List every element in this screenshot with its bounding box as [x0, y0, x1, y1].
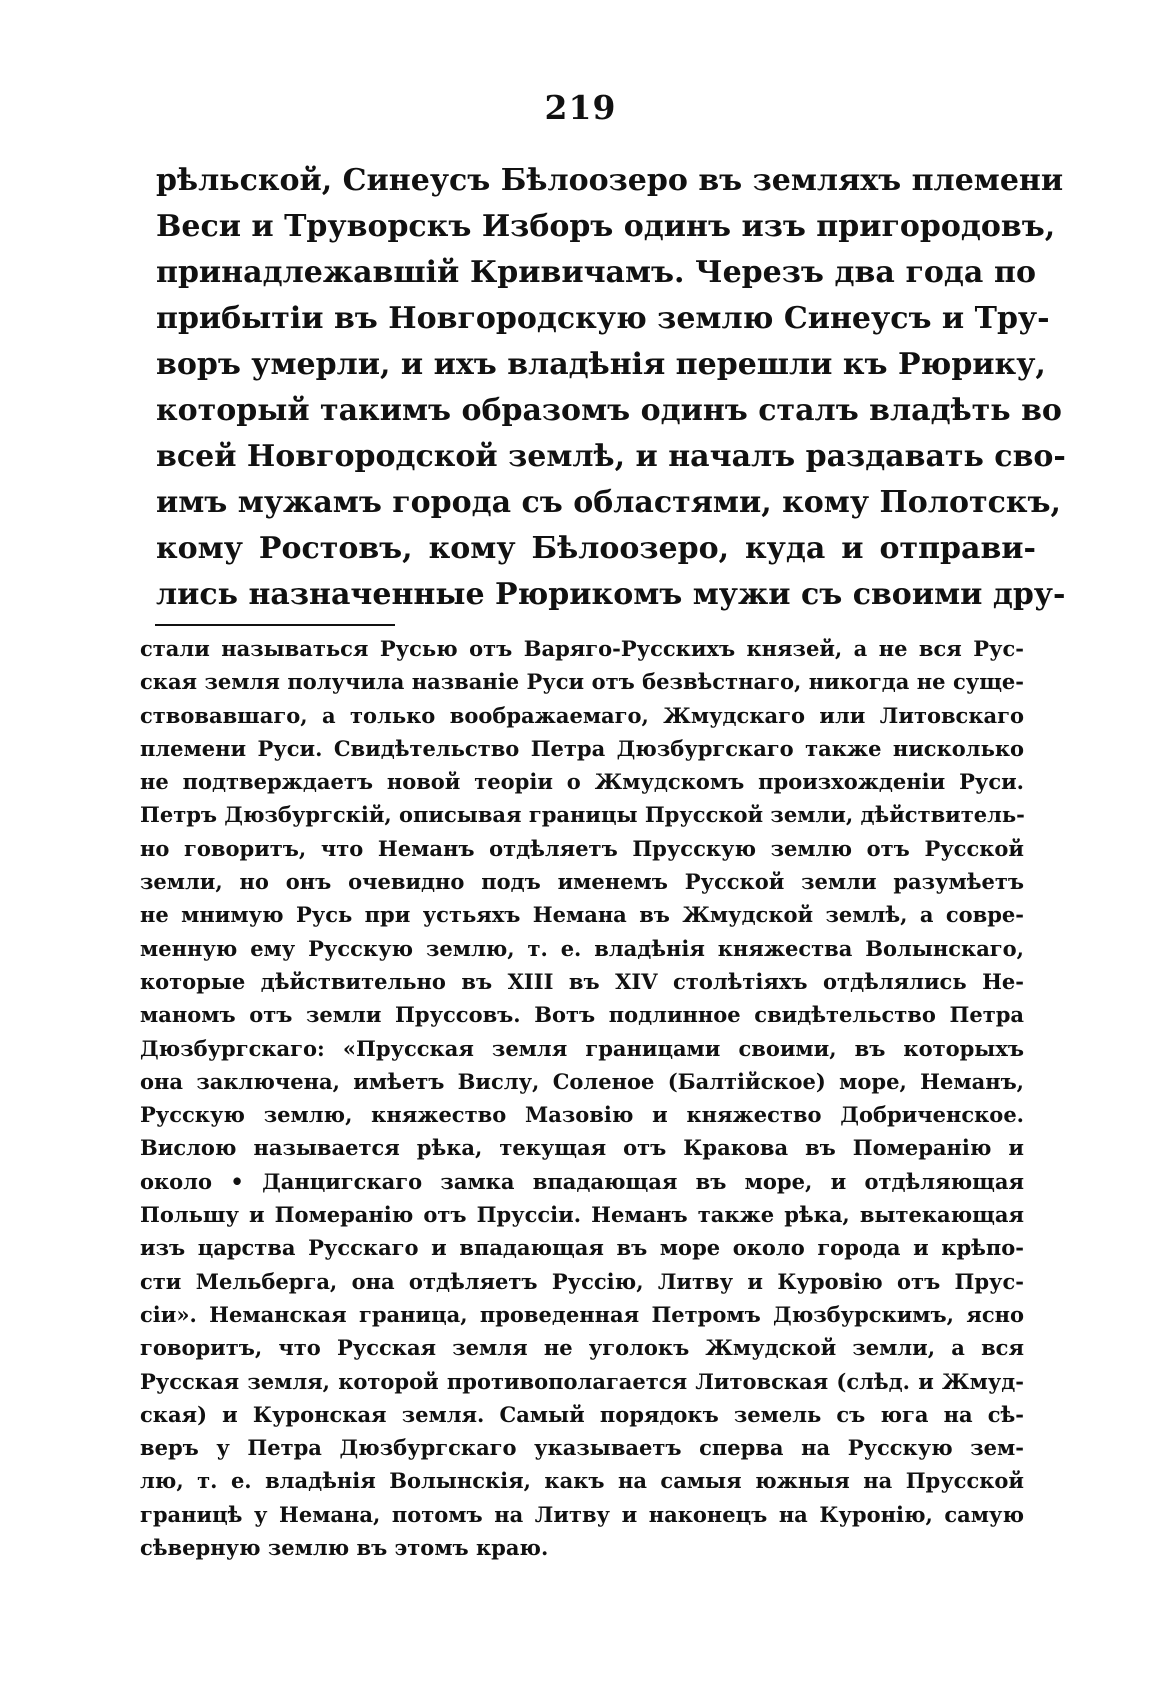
footnote-line: маномъ отъ земли Пруссовъ. Вотъ подлинное свидѣтельство Петра [140, 1002, 1024, 1028]
main-text-line: принадлежавшій Кривичамъ. Черезъ два года по [156, 255, 1036, 290]
footnote-line: которые дѣйствительно въ XIII въ XIV столѣтіяхъ отдѣлялись Не- [140, 968, 1024, 994]
footnote-line: Петръ Дюзбургскій, описывая границы Прусской земли, дѣйствитель- [140, 802, 1025, 828]
footnote-line: изъ царства Русскаго и впадающая въ море около города и крѣпо- [140, 1235, 1024, 1261]
footnote-block [140, 632, 1024, 1564]
footnote-line: Дюзбургскаго: «Прусская земля границами своими, въ которыхъ [140, 1035, 1024, 1061]
footnote-line: не мнимую Русь при устьяхъ Немана въ Жмудской землѣ, а совре- [140, 902, 1024, 928]
footnote-line: стали называться Русью отъ Варяго-Русскихъ князей, а не вся Рус- [140, 636, 1024, 661]
footnote-line: около • Данцигскаго замка впадающая въ море, и отдѣляющая [140, 1168, 1024, 1194]
footnote-line: Русская земля, которой противополагается Литовская (слѣд. и Жмуд- [140, 1368, 1024, 1394]
main-text-line: Веси и Труворскъ Изборъ одинъ изъ пригородовъ, [156, 209, 1056, 244]
footnote-line: лю, т. е. владѣнія Волынскія, какъ на самыя южныя на Прусской [140, 1468, 1024, 1494]
main-text-line: всей Новгородской землѣ, и началъ раздавать сво- [156, 439, 1066, 474]
footnote-line: ская) и Куронская земля. Самый порядокъ земель съ юга на сѣ- [140, 1401, 1024, 1427]
footnote-line: племени Руси. Свидѣтельство Петра Дюзбургскаго также нисколько [140, 735, 1024, 761]
footnote-line: не подтверждаетъ новой теоріи о Жмудскомъ произхожденіи Руси. [140, 769, 1024, 795]
main-text-line: воръ умерли, и ихъ владѣнія перешли къ Рюрику, [156, 347, 1046, 382]
footnote-line: веръ у Петра Дюзбургскаго указываетъ сперва на Русскую зем- [140, 1435, 1024, 1461]
main-text-line: прибытіи въ Новгородскую землю Синеусъ и Тру- [156, 301, 1050, 336]
footnote-line: но говоритъ, что Неманъ отдѣляетъ Прусскую землю отъ Русской [140, 835, 1024, 861]
main-text-line: рѣльской, Синеусъ Бѣлоозеро въ земляхъ племени [156, 163, 1064, 198]
main-text-line: который такимъ образомъ одинъ сталъ владѣть во [156, 393, 1062, 428]
footnote-line: ствовавшаго, а только воображаемаго, Жмудскаго или Литовскаго [140, 702, 1024, 728]
footnote-line: границѣ у Немана, потомъ на Литву и наконецъ на Куронію, самую [140, 1501, 1024, 1527]
footnote-line: сѣверную землю въ этомъ краю. [140, 1535, 549, 1561]
page-number: 219 [544, 88, 617, 127]
main-text-line: лись назначенные Рюрикомъ мужи съ своими дру- [156, 577, 1066, 612]
footnote-line: сти Мельберга, она отдѣляетъ Руссію, Литву и Куровію отъ Прус- [140, 1268, 1024, 1294]
main-text-line: кому Ростовъ, кому Бѣлоозеро, куда и отправи- [156, 531, 1036, 566]
footnote-line: земли, но онъ очевидно подъ именемъ Русской земли разумѣетъ [140, 869, 1024, 895]
main-text-block [156, 158, 1066, 618]
footnote-line: Вислою называется рѣка, текущая отъ Кракова въ Померанію и [140, 1135, 1024, 1161]
main-text-line: имъ мужамъ города съ областями, кому Полотскъ, [156, 485, 1061, 520]
footnote-line: Польшу и Померанію отъ Пруссіи. Неманъ также рѣка, вытекающая [140, 1202, 1024, 1228]
footnote-line: Русскую землю, княжество Мазовію и княжество Добриченское. [140, 1102, 1024, 1128]
footnote-line: говоритъ, что Русская земля не уголокъ Жмудской земли, а вся [140, 1335, 1024, 1361]
footnote-line: ская земля получила названіе Руси отъ безвѣстнаго, никогда не суще- [140, 669, 1024, 695]
footnote-line: менную ему Русскую землю, т. е. владѣнія княжества Волынскаго, [140, 935, 1024, 961]
footnote-line: сіи». Неманская граница, проведенная Петромъ Дюзбурскимъ, ясно [140, 1301, 1024, 1327]
footnote-divider [155, 624, 395, 626]
footnote-line: она заключена, имѣетъ Вислу, Соленое (Балтійское) море, Неманъ, [140, 1068, 1024, 1094]
